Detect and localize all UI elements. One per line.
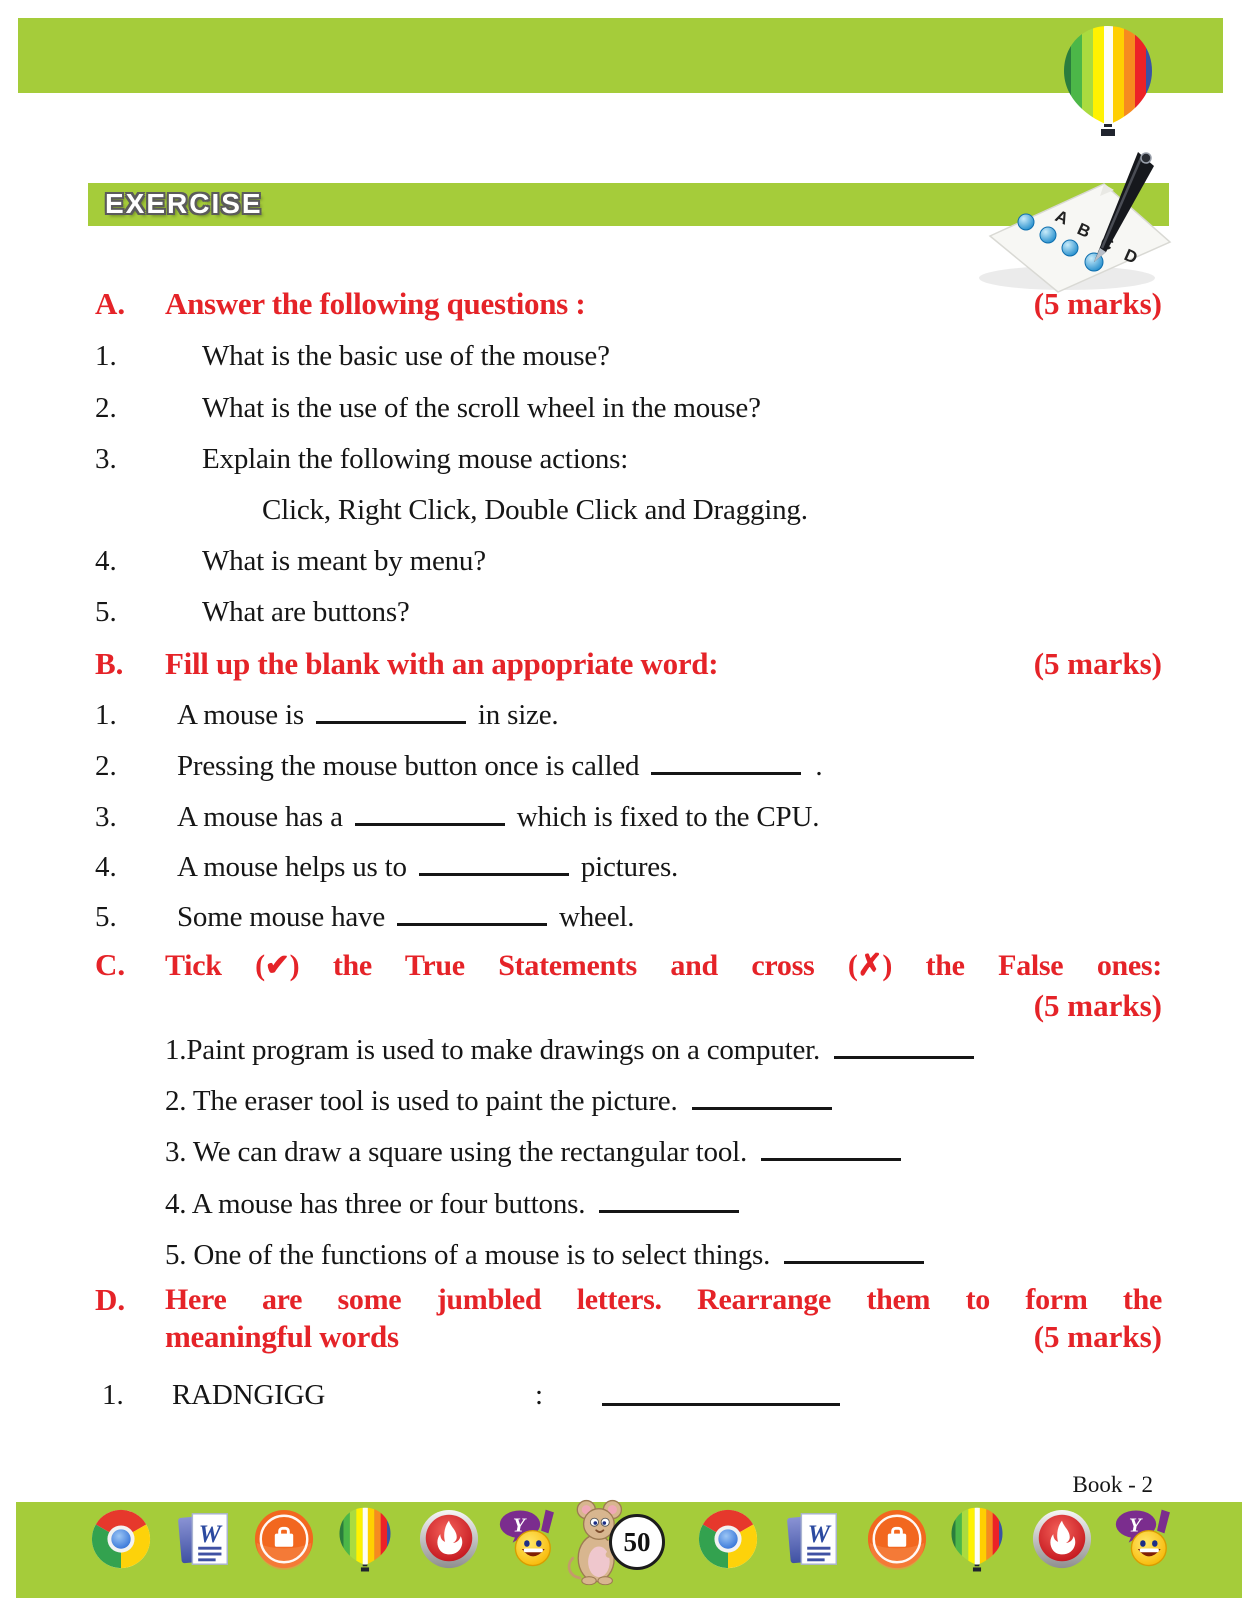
question-row (95, 330, 1162, 382)
answer-blank[interactable] (834, 1038, 974, 1059)
balloon-icon (948, 1506, 1006, 1572)
question-text: Explain the following mouse actions: (202, 442, 629, 475)
answer-blank[interactable] (397, 905, 547, 926)
briefcase-icon (866, 1508, 928, 1570)
section-a-heading (95, 278, 1162, 330)
question-row (95, 382, 1162, 434)
question-row (95, 586, 1162, 638)
jumbled-word-row (95, 1369, 1162, 1421)
question-text: What is meant by menu? (202, 544, 486, 577)
answer-blank[interactable] (784, 1243, 924, 1264)
colon-separator: : (535, 1378, 543, 1411)
statement-text: 3. We can draw a square using the rectangular tool. (95, 1136, 901, 1169)
true-false-row (95, 1024, 1162, 1076)
section-d-marks: (5 marks) (1033, 1318, 1162, 1354)
true-false-row (95, 1127, 1162, 1178)
question-number: 4. (95, 544, 117, 577)
book-label: Book - 2 (1072, 1472, 1153, 1497)
section-d-heading-line2 (95, 1318, 1162, 1355)
answer-blank[interactable] (355, 805, 505, 826)
question-number: 3. (95, 800, 117, 833)
question-row (95, 536, 1162, 586)
hot-air-balloon-logo-icon (1058, 24, 1158, 136)
statement-text: 2. The eraser tool is used to paint the picture. (95, 1085, 832, 1118)
fill-blank-row (95, 842, 1162, 892)
section-d-title-line1: Here are some jumbled letters. Rearrange them to form the (165, 1282, 1162, 1316)
question-number: 2. (95, 750, 117, 782)
page-number-badge (609, 1514, 665, 1570)
section-b-heading (95, 638, 1162, 690)
question-text: A mouse helps us to pictures. (177, 850, 679, 883)
word-icon (173, 1508, 235, 1570)
section-b-marks: (5 marks) (1033, 646, 1162, 681)
question-number: 5. (95, 900, 117, 933)
question-text: Some mouse have wheel. (177, 900, 635, 933)
chrome-icon (90, 1508, 152, 1570)
answer-blank[interactable] (599, 1192, 739, 1213)
fill-blank-row (95, 792, 1162, 842)
statement-text: 4. A mouse has three or four buttons. (95, 1188, 739, 1221)
true-false-row (95, 1178, 1162, 1230)
word-icon (782, 1508, 844, 1570)
yahoo-icon (1114, 1508, 1180, 1568)
question-row (95, 434, 1162, 484)
question-text: What are buttons? (202, 595, 410, 628)
section-d-heading-line1 (95, 1281, 1162, 1318)
statement-text: 5. One of the functions of a mouse is to select things. (95, 1239, 924, 1272)
answer-blank[interactable] (651, 754, 801, 775)
question-text: What is the basic use of the mouse? (202, 339, 610, 372)
section-c-letter: C. (95, 947, 126, 982)
question-number: 1. (102, 1378, 124, 1411)
fill-blank-row (95, 690, 1162, 741)
answer-blank[interactable] (692, 1089, 832, 1110)
exercise-title: EXERCISE (105, 188, 263, 219)
section-b-letter: B. (95, 646, 124, 681)
fill-blank-row (95, 892, 1162, 942)
exercise-content (95, 278, 1162, 1421)
answer-blank[interactable] (316, 703, 466, 724)
section-d-letter: D. (95, 1281, 126, 1317)
balloon-icon (336, 1506, 394, 1572)
chrome-icon (697, 1508, 759, 1570)
page-number: 50 (623, 1526, 651, 1557)
flame-icon (418, 1508, 480, 1570)
question-number: 1. (95, 339, 117, 372)
section-c-heading (95, 942, 1162, 988)
top-green-band (18, 18, 1223, 93)
statement-text: 1.Paint program is used to make drawings on a computer. (95, 1034, 974, 1067)
true-false-row (95, 1230, 1162, 1281)
section-a-marks: (5 marks) (1033, 286, 1162, 321)
question-text: Click, Right Click, Double Click and Dragging. (262, 493, 808, 526)
answer-blank[interactable] (761, 1140, 901, 1161)
answer-blank[interactable] (602, 1385, 840, 1406)
section-b-title: Fill up the blank with an appopriate word: (165, 646, 719, 681)
abcd-notepad-pen-icon (962, 144, 1177, 296)
fill-blank-row (95, 741, 1162, 792)
section-d-title-line2: meaningful words (165, 1318, 399, 1354)
question-text: What is the use of the scroll wheel in the mouse? (202, 391, 761, 424)
question-number: 5. (95, 595, 117, 628)
section-a-letter: A. (95, 286, 126, 321)
true-false-row (95, 1076, 1162, 1127)
question-text: A mouse is in size. (177, 699, 559, 731)
section-c-marks: (5 marks) (1033, 988, 1162, 1023)
question-number: 2. (95, 391, 117, 424)
flame-icon (1031, 1508, 1093, 1570)
yahoo-icon (498, 1508, 564, 1568)
question-number: 3. (95, 442, 117, 475)
question-number: 4. (95, 850, 117, 883)
briefcase-icon (253, 1508, 315, 1570)
answer-blank[interactable] (419, 855, 569, 876)
section-c-title: Tick (✔) the True Statements and cross (✗) the False ones: (165, 948, 1162, 982)
question-continuation-row (95, 484, 1162, 536)
section-c-marks-row (95, 988, 1162, 1024)
section-a-title: Answer the following questions : (165, 286, 586, 321)
jumbled-word: RADNGIGG (172, 1378, 326, 1411)
question-number: 1. (95, 699, 117, 731)
question-text: Pressing the mouse button once is called . (177, 750, 823, 782)
question-text: A mouse has a which is fixed to the CPU. (177, 800, 820, 833)
bottom-green-band (16, 1502, 1242, 1598)
